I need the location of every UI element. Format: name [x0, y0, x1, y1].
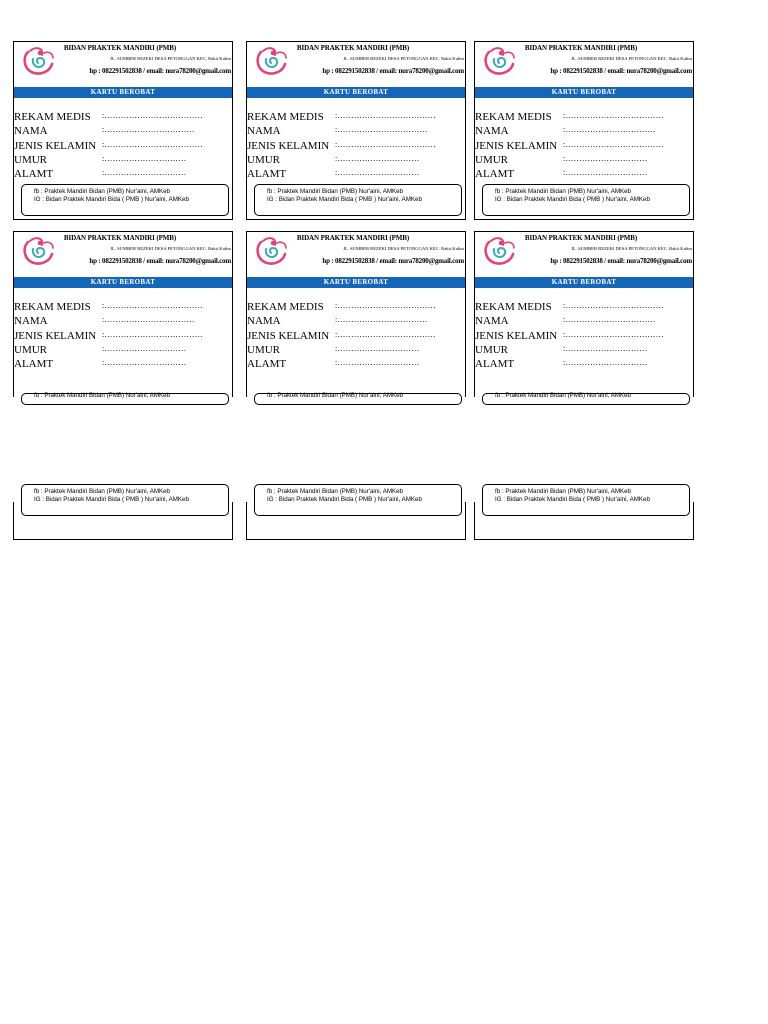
field-umur [247, 153, 465, 167]
instagram-text: IG : Bidan Praktek Mandiri Bida ( PMB ) Nur'aini, AMKeb [267, 496, 422, 503]
field-label: JENIS KELAMIN [14, 329, 97, 342]
facebook-text: fb : Praktek Mandiri Bidan (PMB) Nur'aini, AMKeb [267, 392, 403, 399]
field-label: ALAMT [247, 358, 287, 371]
midwife-logo-icon [481, 44, 519, 78]
field-blank: :………………………… [102, 153, 187, 163]
field-nama [14, 314, 232, 328]
field-label: NAMA [14, 315, 48, 328]
card-fields [475, 300, 693, 371]
field-nama [247, 314, 465, 328]
social-media-box [254, 393, 462, 405]
field-blank: :………………………… [563, 168, 648, 178]
facebook-text: fb : Praktek Mandiri Bidan (PMB) Nur'aini, AMKeb [34, 188, 170, 195]
field-label: REKAM MEDIS [247, 111, 324, 123]
field-label: JENIS KELAMIN [14, 139, 97, 152]
instagram-text: IG : Bidan Praktek Mandiri Bida ( PMB ) Nur'aini, AMKeb [267, 196, 422, 203]
social-media-box [254, 184, 462, 216]
field-alamat [14, 357, 232, 371]
patient-card-fragment [246, 488, 466, 540]
field-jenis-kelamin [475, 329, 693, 343]
card-title-band: KARTU BEROBAT [247, 87, 465, 98]
field-umur [475, 153, 693, 167]
midwife-logo-icon [481, 234, 519, 268]
field-label: REKAM MEDIS [14, 301, 91, 313]
card-title-band: KARTU BEROBAT [475, 87, 693, 98]
clinic-contact: hp : 082291502838 / email: nura78200@gmail.com [550, 257, 692, 265]
card-header [475, 232, 693, 277]
field-label: REKAM MEDIS [14, 111, 91, 123]
field-blank: :……………………………… [335, 301, 436, 310]
facebook-text: fb : Praktek Mandiri Bidan (PMB) Nur'aini, AMKeb [495, 188, 631, 195]
field-blank: :……………………………… [563, 329, 664, 339]
card-title-band: KARTU BEROBAT [247, 277, 465, 288]
field-label: UMUR [247, 153, 281, 166]
card-fields [475, 110, 693, 181]
clinic-name: BIDAN PRAKTEK MANDIRI (PMB) [296, 234, 410, 242]
social-media-box [21, 393, 229, 405]
patient-card-fragment [474, 488, 694, 540]
clinic-address: JL. SUMBER REZEKI DESA PETONGGAN KEC. Rakit Kulim [571, 56, 692, 61]
field-blank: :……………………………… [102, 111, 203, 120]
social-media-box [482, 184, 690, 216]
field-blank: :………………………… [102, 343, 187, 353]
field-label: UMUR [475, 153, 509, 166]
patient-card [13, 231, 233, 397]
field-blank: :………………………… [102, 168, 187, 178]
field-blank: :………………………… [335, 358, 420, 368]
clinic-address: JL. SUMBER REZEKI DESA PETONGGAN KEC. Rakit Kulim [110, 246, 231, 251]
field-umur [475, 343, 693, 357]
facebook-text: fb : Praktek Mandiri Bidan (PMB) Nur'aini, AMKeb [495, 392, 631, 399]
field-label: JENIS KELAMIN [247, 139, 330, 152]
field-jenis-kelamin [14, 139, 232, 153]
field-alamat [247, 357, 465, 371]
field-blank: :…………………………… [102, 125, 195, 135]
field-rekam-medis [475, 110, 693, 124]
midwife-logo-icon [20, 44, 58, 78]
card-header [247, 232, 465, 277]
field-label: ALAMT [14, 168, 54, 181]
field-blank: :……………………………… [335, 329, 436, 339]
field-jenis-kelamin [14, 329, 232, 343]
card-title-band: KARTU BEROBAT [475, 277, 693, 288]
field-label: ALAMT [14, 358, 54, 371]
card-fields [14, 300, 232, 371]
field-label: NAMA [475, 125, 509, 138]
field-blank: :……………………………… [335, 111, 436, 120]
card-fields [14, 110, 232, 181]
field-blank: :…………………………… [335, 125, 428, 135]
field-blank: :…………………………… [563, 125, 656, 135]
field-jenis-kelamin [247, 139, 465, 153]
field-label: NAMA [247, 125, 281, 138]
field-blank: :………………………… [335, 343, 420, 353]
field-blank: :……………………………… [335, 139, 436, 149]
field-label: UMUR [14, 153, 48, 166]
field-blank: :………………………… [102, 358, 187, 368]
instagram-text: IG : Bidan Praktek Mandiri Bida ( PMB ) Nur'aini, AMKeb [495, 496, 650, 503]
field-label: REKAM MEDIS [247, 301, 324, 313]
field-nama [475, 314, 693, 328]
midwife-logo-icon [253, 44, 291, 78]
field-label: REKAM MEDIS [475, 111, 552, 123]
field-blank: :………………………… [335, 153, 420, 163]
clinic-address: JL. SUMBER REZEKI DESA PETONGGAN KEC. Rakit Kulim [110, 56, 231, 61]
patient-card [474, 41, 694, 220]
clinic-contact: hp : 082291502838 / email: nura78200@gmail.com [322, 257, 464, 265]
facebook-text: fb : Praktek Mandiri Bidan (PMB) Nur'aini, AMKeb [267, 488, 403, 495]
clinic-contact: hp : 082291502838 / email: nura78200@gmail.com [550, 67, 692, 75]
clinic-contact: hp : 082291502838 / email: nura78200@gmail.com [322, 67, 464, 75]
field-label: NAMA [475, 315, 509, 328]
instagram-text: IG : Bidan Praktek Mandiri Bida ( PMB ) Nur'aini, AMKeb [34, 496, 189, 503]
clinic-contact: hp : 082291502838 / email: nura78200@gmail.com [89, 67, 231, 75]
instagram-text: IG : Bidan Praktek Mandiri Bida ( PMB ) Nur'aini, AMKeb [34, 196, 189, 203]
clinic-name: BIDAN PRAKTEK MANDIRI (PMB) [63, 44, 177, 52]
field-blank: :……………………………… [563, 111, 664, 120]
card-title-band: KARTU BEROBAT [14, 87, 232, 98]
field-blank: :…………………………… [563, 315, 656, 325]
card-header [475, 42, 693, 87]
field-alamat [475, 357, 693, 371]
field-label: ALAMT [247, 168, 287, 181]
field-blank: :………………………… [563, 343, 648, 353]
field-umur [247, 343, 465, 357]
field-alamat [475, 167, 693, 181]
field-blank: :……………………………… [563, 139, 664, 149]
field-label: UMUR [247, 343, 281, 356]
field-label: NAMA [14, 125, 48, 138]
field-blank: :……………………………… [563, 301, 664, 310]
field-alamat [14, 167, 232, 181]
patient-card [246, 41, 466, 220]
field-label: JENIS KELAMIN [247, 329, 330, 342]
card-fields [247, 300, 465, 371]
social-media-box [482, 393, 690, 405]
field-blank: :…………………………… [102, 315, 195, 325]
card-header [14, 42, 232, 87]
patient-card [474, 231, 694, 397]
social-media-box [21, 184, 229, 216]
clinic-contact: hp : 082291502838 / email: nura78200@gmail.com [89, 257, 231, 265]
field-rekam-medis [475, 300, 693, 314]
social-media-box [482, 484, 690, 516]
card-fields [247, 110, 465, 181]
card-header [14, 232, 232, 277]
field-blank: :………………………… [563, 358, 648, 368]
clinic-address: JL. SUMBER REZEKI DESA PETONGGAN KEC. Rakit Kulim [571, 246, 692, 251]
clinic-address: JL. SUMBER REZEKI DESA PETONGGAN KEC. Rakit Kulim [343, 56, 464, 61]
midwife-logo-icon [20, 234, 58, 268]
field-rekam-medis [247, 110, 465, 124]
facebook-text: fb : Praktek Mandiri Bidan (PMB) Nur'aini, AMKeb [34, 488, 170, 495]
field-blank: :………………………… [335, 168, 420, 178]
field-nama [247, 124, 465, 138]
patient-card [13, 41, 233, 220]
social-media-box [254, 484, 462, 516]
field-label: ALAMT [475, 358, 515, 371]
clinic-name: BIDAN PRAKTEK MANDIRI (PMB) [296, 44, 410, 52]
field-label: UMUR [475, 343, 509, 356]
field-umur [14, 343, 232, 357]
field-rekam-medis [14, 300, 232, 314]
clinic-address: JL. SUMBER REZEKI DESA PETONGGAN KEC. Rakit Kulim [343, 246, 464, 251]
field-jenis-kelamin [247, 329, 465, 343]
field-label: UMUR [14, 343, 48, 356]
field-umur [14, 153, 232, 167]
field-label: JENIS KELAMIN [475, 329, 558, 342]
field-blank: :………………………… [563, 153, 648, 163]
midwife-logo-icon [253, 234, 291, 268]
clinic-name: BIDAN PRAKTEK MANDIRI (PMB) [63, 234, 177, 242]
facebook-text: fb : Praktek Mandiri Bidan (PMB) Nur'aini, AMKeb [495, 488, 631, 495]
field-label: NAMA [247, 315, 281, 328]
field-label: ALAMT [475, 168, 515, 181]
field-alamat [247, 167, 465, 181]
facebook-text: fb : Praktek Mandiri Bidan (PMB) Nur'aini, AMKeb [34, 392, 170, 399]
field-nama [475, 124, 693, 138]
facebook-text: fb : Praktek Mandiri Bidan (PMB) Nur'aini, AMKeb [267, 188, 403, 195]
field-blank: :……………………………… [102, 329, 203, 339]
field-jenis-kelamin [475, 139, 693, 153]
field-nama [14, 124, 232, 138]
field-label: JENIS KELAMIN [475, 139, 558, 152]
card-title-band: KARTU BEROBAT [14, 277, 232, 288]
instagram-text: IG : Bidan Praktek Mandiri Bida ( PMB ) Nur'aini, AMKeb [495, 196, 650, 203]
field-blank: :…………………………… [335, 315, 428, 325]
field-rekam-medis [14, 110, 232, 124]
field-blank: :……………………………… [102, 139, 203, 149]
clinic-name: BIDAN PRAKTEK MANDIRI (PMB) [524, 234, 638, 242]
social-media-box [21, 484, 229, 516]
patient-card-fragment [13, 488, 233, 540]
field-label: REKAM MEDIS [475, 301, 552, 313]
clinic-name: BIDAN PRAKTEK MANDIRI (PMB) [524, 44, 638, 52]
card-header [247, 42, 465, 87]
patient-card [246, 231, 466, 397]
field-rekam-medis [247, 300, 465, 314]
field-blank: :……………………………… [102, 301, 203, 310]
